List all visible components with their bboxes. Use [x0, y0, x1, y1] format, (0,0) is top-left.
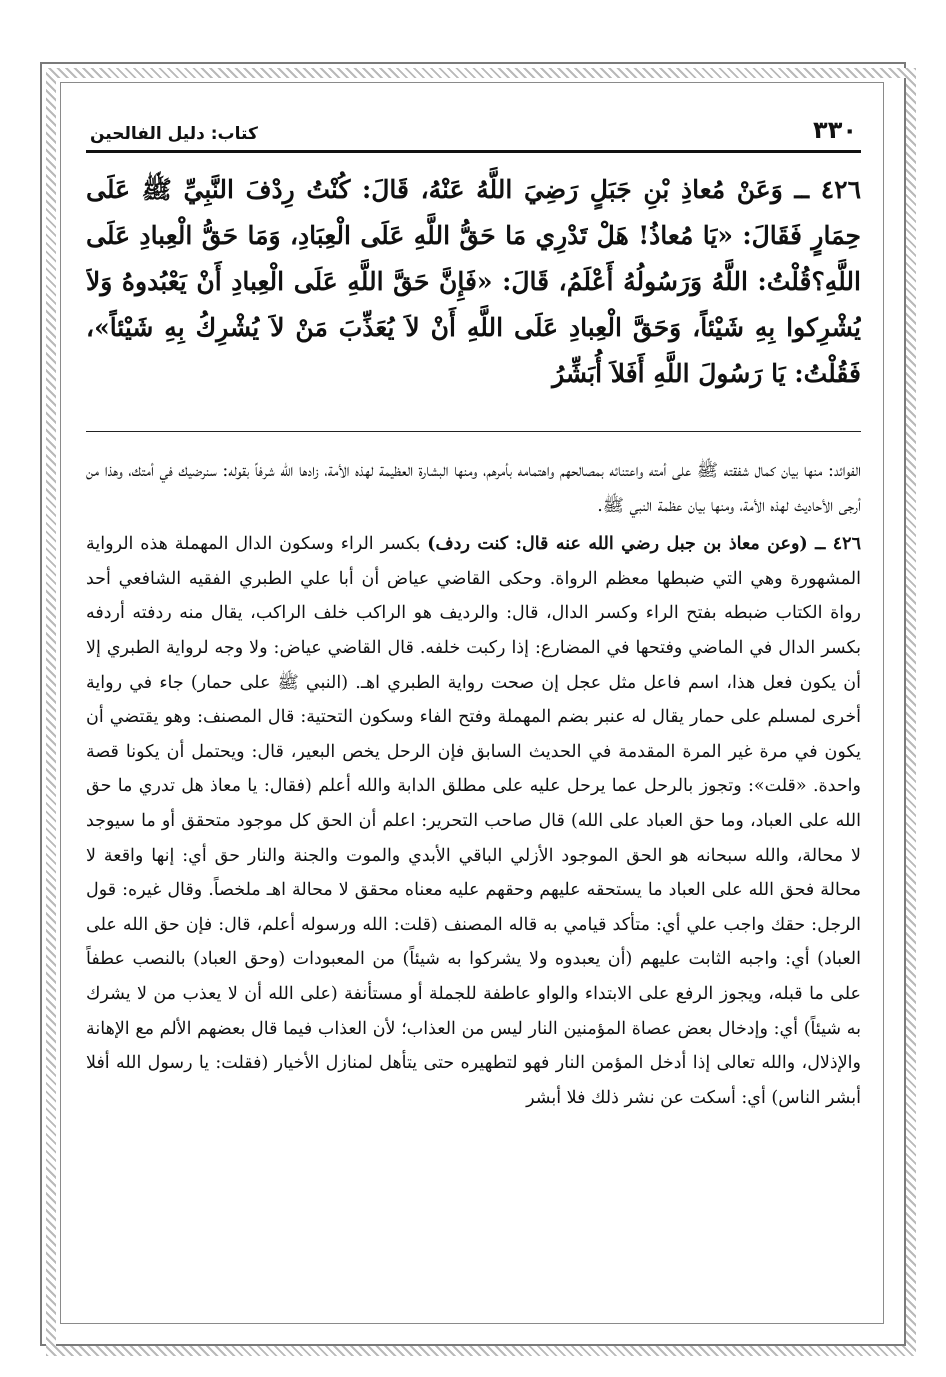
section-divider [86, 431, 861, 432]
page-header [86, 100, 861, 153]
explanation-paragraph [86, 527, 861, 1115]
page-number: ٣٣٠ [813, 116, 857, 144]
commentary [86, 454, 861, 1115]
page-content [86, 100, 861, 1315]
explanation-body: بكسر الراء وسكون الدال المهملة هذه الرواية المشهورة وهي التي ضبطها معظم الرواة. وحكى القاضي عياض أن أبا علي الطبري الفقيه الشافعي أحد رواة الكتاب ضبطه بفتح الراء وكسر الدال، قال: والرديف هو الراكب خلف الراكب، يقال منه ردفته أردفه بكسر الدال في الماضي وفتحها في المضارع: إذا ركبت خلفه. قال القاضي عياض: ولا وجه لرواية الطبري إلا أن يكون فعل هذا، اسم فاعل مثل عجل إن صحت رواية الطبري اهـ. (النبي ﷺ على حمار) جاء في رواية أخرى لمسلم على حمار يقال له عنبر بضم المهملة وفتح الفاء وسكون التحتية: قال المصنف: وهو يقتضي أن يكون في مرة غير المرة المقدمة في الحديث السابق فإن الرحل يخص البعير، قال: ويحتمل أن يكونا قصة واحدة. «قلت»: وتجوز بالرحل عما يرحل عليه على مطلق الدابة والله أعلم (فقال: يا معاذ هل تدري ما حق الله على العباد، وما حق العباد على الله) قال صاحب التحرير: اعلم أن الحق كل موجود متحقق أو ما سيوجد لا محالة، والله سبحانه هو الحق الموجود الأزلي الباقي الأبدي والموت والجنة والنار حق أي: إنها واقعة لا محالة فحق الله على العباد ما يستحقه عليهم وحقهم عليه معناه محقق لا محالة اهـ ملخصاً. وقال غيره: قول الرجل: حقك واجب علي أي: متأكد قيامي به قاله المصنف (قلت: الله ورسوله أعلم، قال: فإن حق الله على العباد) أي: واجبه الثابت عليهم (أن يعبدوه ولا يشركوا به شيئاً) من المعبودات (وحق العباد) بالنصب عطفاً على ما قبله، ويجوز الرفع على الابتداء والواو عاطفة للجملة أو مستأنفة (على الله أن لا يعذب من لا يشرك به شيئاً) أي: وإدخال بعض عصاة المؤمنين النار ليس من العذاب؛ لأن العذاب فيما قال بعضهم الألم مع الإهانة والإذلال، والله تعالى إذا أدخل المؤمن النار فهو لتطهيره حتى يتأهل لمنازل الأخيار (فقلت: يا رسول الله أفلا أبشر الناس) أي: أسكت عن نشر ذلك فلا أبشر [86, 534, 861, 1108]
book-title: كتاب: دليل الفالحين [90, 124, 258, 144]
benefits-paragraph: الفوائد: منها بيان كمال شفقته ﷺ على أمته واعتنائه بمصالحهم واهتمامه بأمرهم، ومنها البشارة العظيمة لهذه الأمة، زادها الله شرفاً بقوله: سنرضيك في أمتك، وهذا من أرجى الأحاديث لهذه الأمة، ومنها بيان عظمة النبي ﷺ. [86, 461, 861, 516]
explanation-lead: ٤٢٦ ــ (وعن معاذ بن جبل رضي الله عنه قال: كنت ردف) [427, 534, 861, 555]
hadith-text: ٤٢٦ ــ وَعَنْ مُعاذِ بْنِ جَبَلٍ رَضِيَ اللَّهُ عَنْهُ، قَالَ: كُنْتُ رِدْفَ النَّبِيِّ ﷺ عَلَى حِمَارٍ فَقَالَ: «يَا مُعاذُ! هَلْ تَدْرِي مَا حَقُّ اللَّهِ عَلَى الْعِبَادِ، وَمَا حَقُّ الْعِبادِ عَلَى اللَّهِ؟قُلْتُ: اللَّهُ وَرَسُولُهُ أَعْلَمُ، قَالَ: «فَإِنَّ حَقَّ اللَّهِ عَلَى الْعِبادِ أَنْ يَعْبُدوهُ وَلاَ يُشْرِكوا بِهِ شَيْئاً، وَحَقَّ الْعِبادِ عَلَى اللَّهِ أَنْ لاَ يُعَذِّبَ مَنْ لاَ يُشْرِكُ بِهِ شَيْئاً»، فَقُلْتُ: يَا رَسُولَ اللَّهِ أَفَلاَ أُبَشِّرُ [86, 175, 861, 388]
